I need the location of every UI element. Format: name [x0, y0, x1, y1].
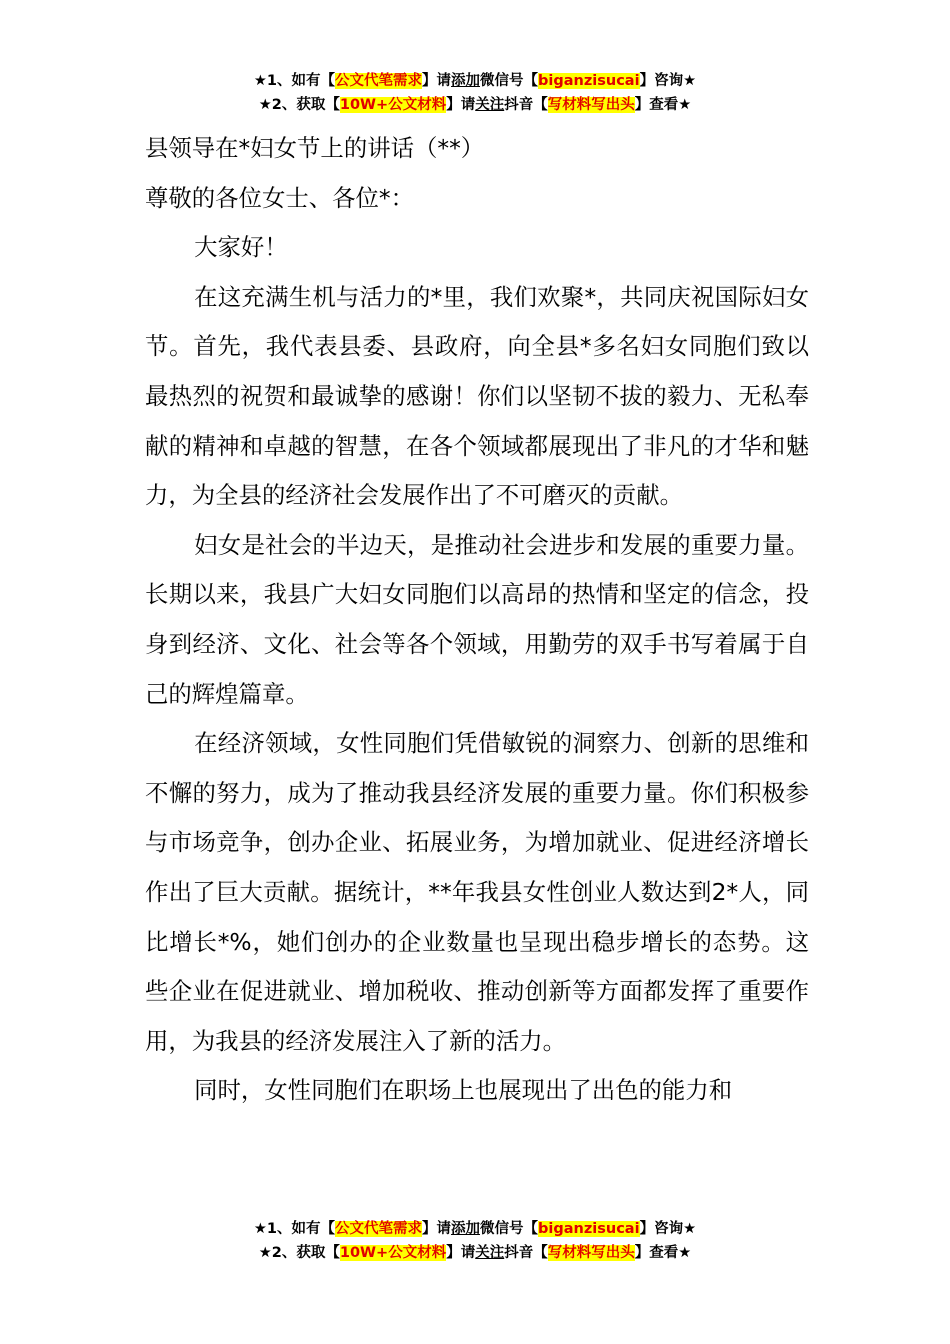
body-paragraph: 在经济领域，女性同胞们凭借敏锐的洞察力、创新的思维和不懈的努力，成为了推动我县经济发展的重要力量。你们积极参与市场竞争，创办企业、拓展业务，为增加就业、促进经济增长作出了巨大贡献。据统计，**年我县女性创业人数达到2*人，同比增长*%，她们创办的企业数量也呈现出稳步增长的态势。这些企业在促进就业、增加税收、推动创新等方面都发挥了重要作用，为我县的经济发展注入了新的活力。 [145, 729, 809, 1055]
highlight-text: 10W+公文材料 [339, 97, 447, 113]
greeting: 大家好！ [194, 233, 288, 262]
document-body [145, 124, 809, 1116]
underlined-text: 关注 [475, 97, 505, 113]
highlight-text: 公文代笔需求 [335, 73, 423, 89]
body-paragraph: 在这充满生机与活力的*里，我们欢聚*，共同庆祝国际妇女节。首先，我代表县委、县政府，向全县*多名妇女同胞们致以最热烈的祝贺和最诚挚的感谢！你们以坚韧不拔的毅力、无私奉献的精神和卓越的智慧，在各个领域都展现出了非凡的才华和魅力，为全县的经济社会发展作出了不可磨灭的贡献。 [145, 282, 809, 510]
banner-text: 】请 [446, 97, 476, 113]
banner-text: 】请 [446, 1245, 476, 1261]
banner-text: 】查看★ [634, 1245, 692, 1261]
banner-text: 】请 [422, 1221, 452, 1237]
banner-text: 抖音【 [504, 1245, 548, 1261]
banner-text: ★1、如有【 [253, 73, 336, 89]
wechat-id-highlight: biganzisucai [538, 73, 640, 89]
douyin-id-highlight: 写材料写出头 [547, 1245, 635, 1261]
douyin-id-highlight: 写材料写出头 [547, 97, 635, 113]
footer-banner [0, 1217, 950, 1265]
highlight-text: 公文代笔需求 [335, 1221, 423, 1237]
banner-text: 】咨询★ [639, 1221, 697, 1237]
banner-text: ★2、获取【 [258, 97, 340, 113]
body-paragraph: 同时，女性同胞们在职场上也展现出了出色的能力和 [194, 1076, 733, 1105]
banner-line-2 [0, 1241, 950, 1265]
underlined-text: 添加 [451, 73, 481, 89]
banner-text: ★2、获取【 [258, 1245, 340, 1261]
header-banner [0, 69, 950, 117]
document-title: 县领导在*妇女节上的讲话（**） [145, 134, 485, 162]
highlight-text: 10W+公文材料 [339, 1245, 447, 1261]
underlined-text: 关注 [475, 1245, 505, 1261]
banner-text: 】查看★ [634, 97, 692, 113]
banner-text: 】请 [422, 73, 452, 89]
banner-line-1 [0, 1217, 950, 1241]
banner-line-2 [0, 93, 950, 117]
banner-line-1 [0, 69, 950, 93]
banner-text: 微信号【 [480, 73, 539, 89]
salutation: 尊敬的各位女士、各位*： [145, 183, 414, 212]
banner-text: 微信号【 [480, 1221, 539, 1237]
banner-text: ★1、如有【 [253, 1221, 336, 1237]
banner-text: 】咨询★ [639, 73, 697, 89]
wechat-id-highlight: biganzisucai [538, 1221, 640, 1237]
body-paragraph: 妇女是社会的半边天，是推动社会进步和发展的重要力量。长期以来，我县广大妇女同胞们以高昂的热情和坚定的信念，投身到经济、文化、社会等各个领域，用勤劳的双手书写着属于自己的辉煌篇章。 [145, 530, 809, 708]
banner-text: 抖音【 [504, 97, 548, 113]
underlined-text: 添加 [451, 1221, 481, 1237]
